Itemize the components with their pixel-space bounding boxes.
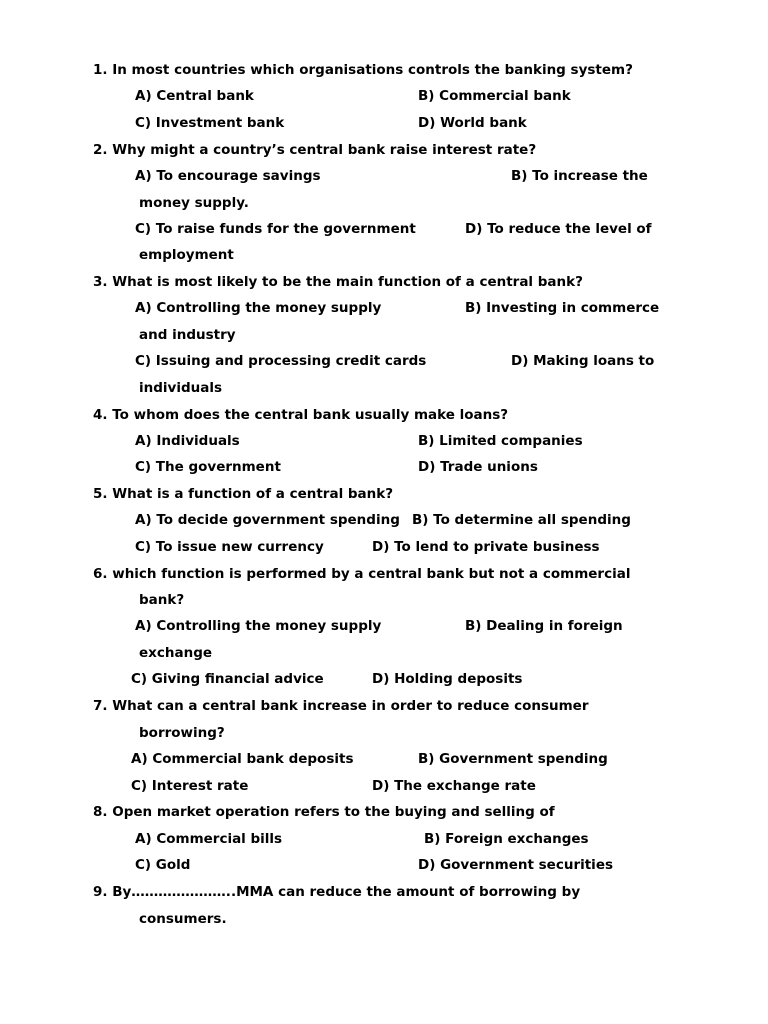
q6-option-b: B) Dealing in foreign [465, 618, 623, 634]
question-8: 8. Open market operation refers to the buying and selling of [93, 804, 555, 820]
q3-option-a: A) Controlling the money supply [135, 300, 382, 316]
q2-option-a: A) To encourage savings [135, 168, 321, 184]
q7-option-d: D) The exchange rate [372, 778, 536, 794]
question-6: 6. which function is performed by a central bank but not a commercial [93, 566, 631, 582]
question-9-continued: consumers. [139, 911, 227, 927]
question-6-continued: bank? [139, 592, 185, 608]
question-7: 7. What can a central bank increase in order to reduce consumer [93, 698, 589, 714]
question-2: 2. Why might a country’s central bank raise interest rate? [93, 142, 537, 158]
question-3: 3. What is most likely to be the main function of a central bank? [93, 274, 583, 290]
q5-option-c: C) To issue new currency [135, 539, 324, 555]
q8-option-b: B) Foreign exchanges [424, 831, 589, 847]
q8-option-c: C) Gold [135, 857, 191, 873]
q2-option-d-continued: employment [139, 247, 234, 263]
q1-option-c: C) Investment bank [135, 115, 285, 131]
q4-option-b: B) Limited companies [418, 433, 583, 449]
q2-option-b: B) To increase the [511, 168, 648, 184]
q3-option-c: C) Issuing and processing credit cards [135, 353, 427, 369]
q4-option-a: A) Individuals [135, 433, 240, 449]
question-7-continued: borrowing? [139, 725, 225, 741]
q6-option-c: C) Giving financial advice [131, 671, 324, 687]
q1-option-d: D) World bank [418, 115, 527, 131]
q7-option-b: B) Government spending [418, 751, 608, 767]
q5-option-d: D) To lend to private business [372, 539, 600, 555]
q5-option-a: A) To decide government spending [135, 512, 400, 528]
q4-option-d: D) Trade unions [418, 459, 538, 475]
q4-option-c: C) The government [135, 459, 281, 475]
q6-option-a: A) Controlling the money supply [135, 618, 382, 634]
q3-option-b: B) Investing in commerce [465, 300, 660, 316]
q7-option-c: C) Interest rate [131, 778, 249, 794]
q5-option-b: B) To determine all spending [412, 512, 631, 528]
q2-option-d: D) To reduce the level of [465, 221, 652, 237]
q3-option-d-continued: individuals [139, 380, 223, 396]
q1-option-b: B) Commercial bank [418, 88, 571, 104]
q8-option-a: A) Commercial bills [135, 831, 283, 847]
q2-option-c: C) To raise funds for the government [135, 221, 416, 237]
question-1: 1. In most countries which organisations controls the banking system? [93, 62, 633, 78]
q3-option-d: D) Making loans to [511, 353, 655, 369]
q6-option-d: D) Holding deposits [372, 671, 523, 687]
q2-option-b-continued: money supply. [139, 195, 249, 211]
q6-option-b-continued: exchange [139, 645, 213, 661]
question-4: 4. To whom does the central bank usually make loans? [93, 407, 509, 423]
question-5: 5. What is a function of a central bank? [93, 486, 394, 502]
q7-option-a: A) Commercial bank deposits [131, 751, 354, 767]
q1-option-a: A) Central bank [135, 88, 254, 104]
q8-option-d: D) Government securities [418, 857, 614, 873]
q3-option-b-continued: and industry [139, 327, 236, 343]
question-9: 9. By…………………..MMA can reduce the amount of borrowing by [93, 884, 581, 900]
